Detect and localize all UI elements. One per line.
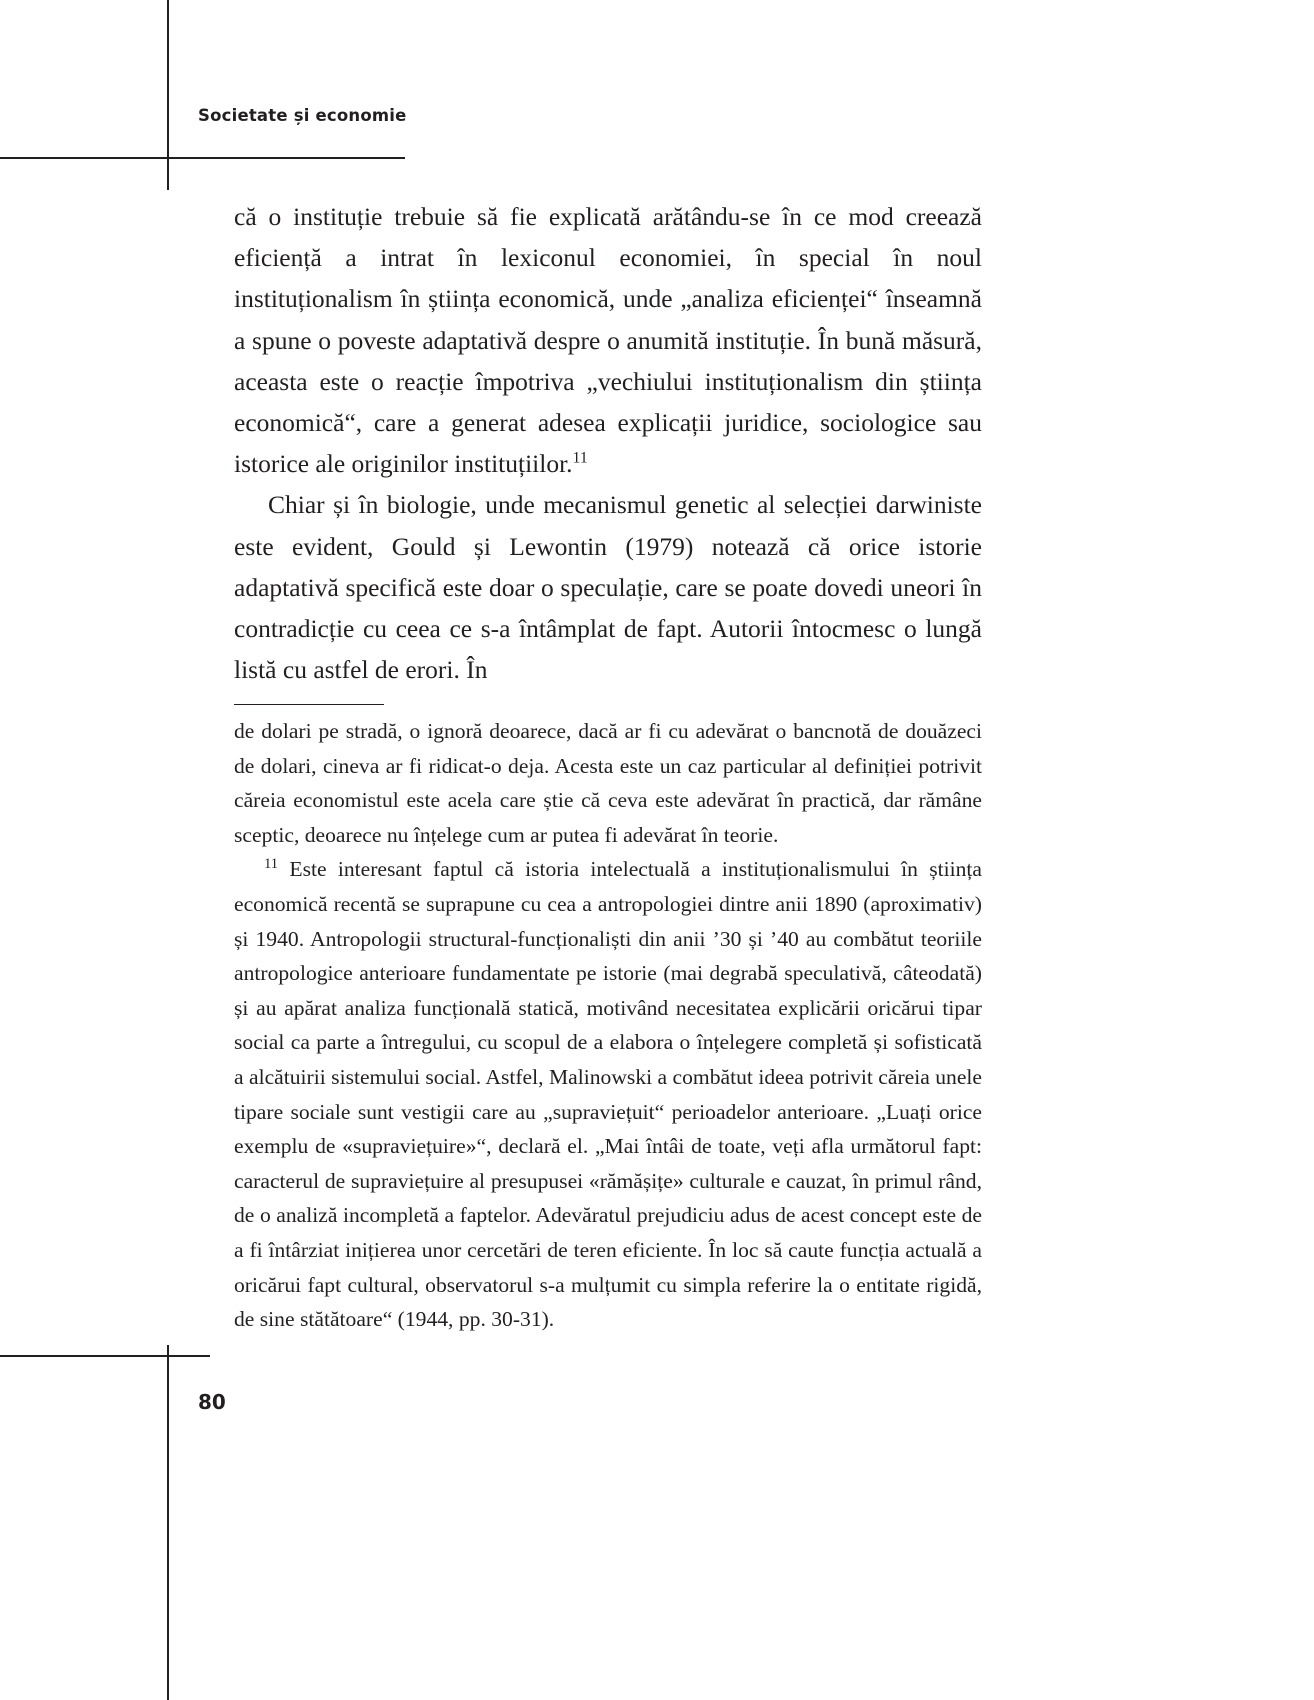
- footnote-block: [234, 714, 982, 1337]
- footnote-entry: [234, 852, 982, 1336]
- crop-mark-horizontal-bottom: [0, 1355, 210, 1357]
- body-text-column: [234, 196, 982, 690]
- footnote-continued: de dolari pe stradă, o ignoră deoarece, dacă ar fi cu adevărat o bancnotă de douăzeci de dolari, cineva ar fi ridicat-o deja. Acesta este un caz particular al definiției potrivit căreia economistul este acela care știe că ceva este adevărat în practică, dar rămâne sceptic, deoarece nu înțelege cum ar putea fi adevărat în teorie.: [234, 719, 982, 847]
- footnote-number: 11: [264, 856, 279, 873]
- paragraph-text: Chiar și în biologie, unde mecanismul genetic al selecției darwiniste este evident, Gould și Lewontin (1979) notează că orice istorie adaptativă specifică este doar o speculație, care se poate dovedi uneori în contradicție cu ceea ce s-a întâmplat de fapt. Autorii întocmesc o lungă listă cu astfel de erori. În: [234, 490, 982, 685]
- footnote-reference: 11: [572, 449, 588, 467]
- footnote-separator: [234, 704, 384, 705]
- running-head: Societate și economie: [198, 106, 407, 125]
- crop-mark-vertical-bottom: [167, 1345, 169, 1700]
- body-paragraph: [234, 196, 982, 484]
- crop-mark-horizontal-top: [0, 157, 405, 159]
- page-number: 80: [198, 1390, 226, 1414]
- paragraph-text: că o instituție trebuie să fie explicată arătându-se în ce mod creează eficiență a intrat în lexiconul economiei, în special în noul instituționalism în știința economică, unde „analiza eficienței“ înseamnă a spune o poveste adaptativă despre o anumită instituție. În bună măsură, aceasta este o reacție împotriva „vechiului instituționalism din știința economică“, care a generat adesea explicații juridice, sociologice sau istorice ale originilor instituțiilor.: [234, 202, 982, 479]
- crop-mark-vertical-top: [167, 0, 169, 190]
- footnote-text: Este interesant faptul că istoria intelectuală a instituționalismului în știința economică recentă se suprapune cu cea a antropologiei dintre anii 1890 (aproximativ) și 1940. Antropologii structural-funcționaliști din anii ’30 și ’40 au combătut teoriile antropologice anterioare fundamentate pe istorie (mai degrabă speculativă, câteodată) și au apărat analiza funcțională statică, motivând necesitatea explicării oricărui tipar social ca parte a întregului, cu scopul de a elabora o înțelegere completă și sofisticată a alcătuirii sistemului social. Astfel, Malinowski a combătut ideea potrivit căreia unele tipare sociale sunt vestigii care au „supraviețuit“ perioadelor anterioare. „Luați orice exemplu de «supraviețuire»“, declară el. „Mai întâi de toate, veți afla următorul fapt: caracterul de supraviețuire al presupusei «rămășițe» culturale e cauzat, în primul rând, de o analiză incompletă a faptelor. Adevăratul prejudiciu adus de acest concept este de a fi întârziat inițierea unor cercetări de teren eficiente. În loc să caute funcția actuală a oricărui fapt cultural, observatorul s-a mulțumit cu simpla referire la o entitate rigidă, de sine stătătoare“ (1944, pp. 30-31).: [234, 857, 982, 1332]
- body-paragraph: [234, 484, 982, 690]
